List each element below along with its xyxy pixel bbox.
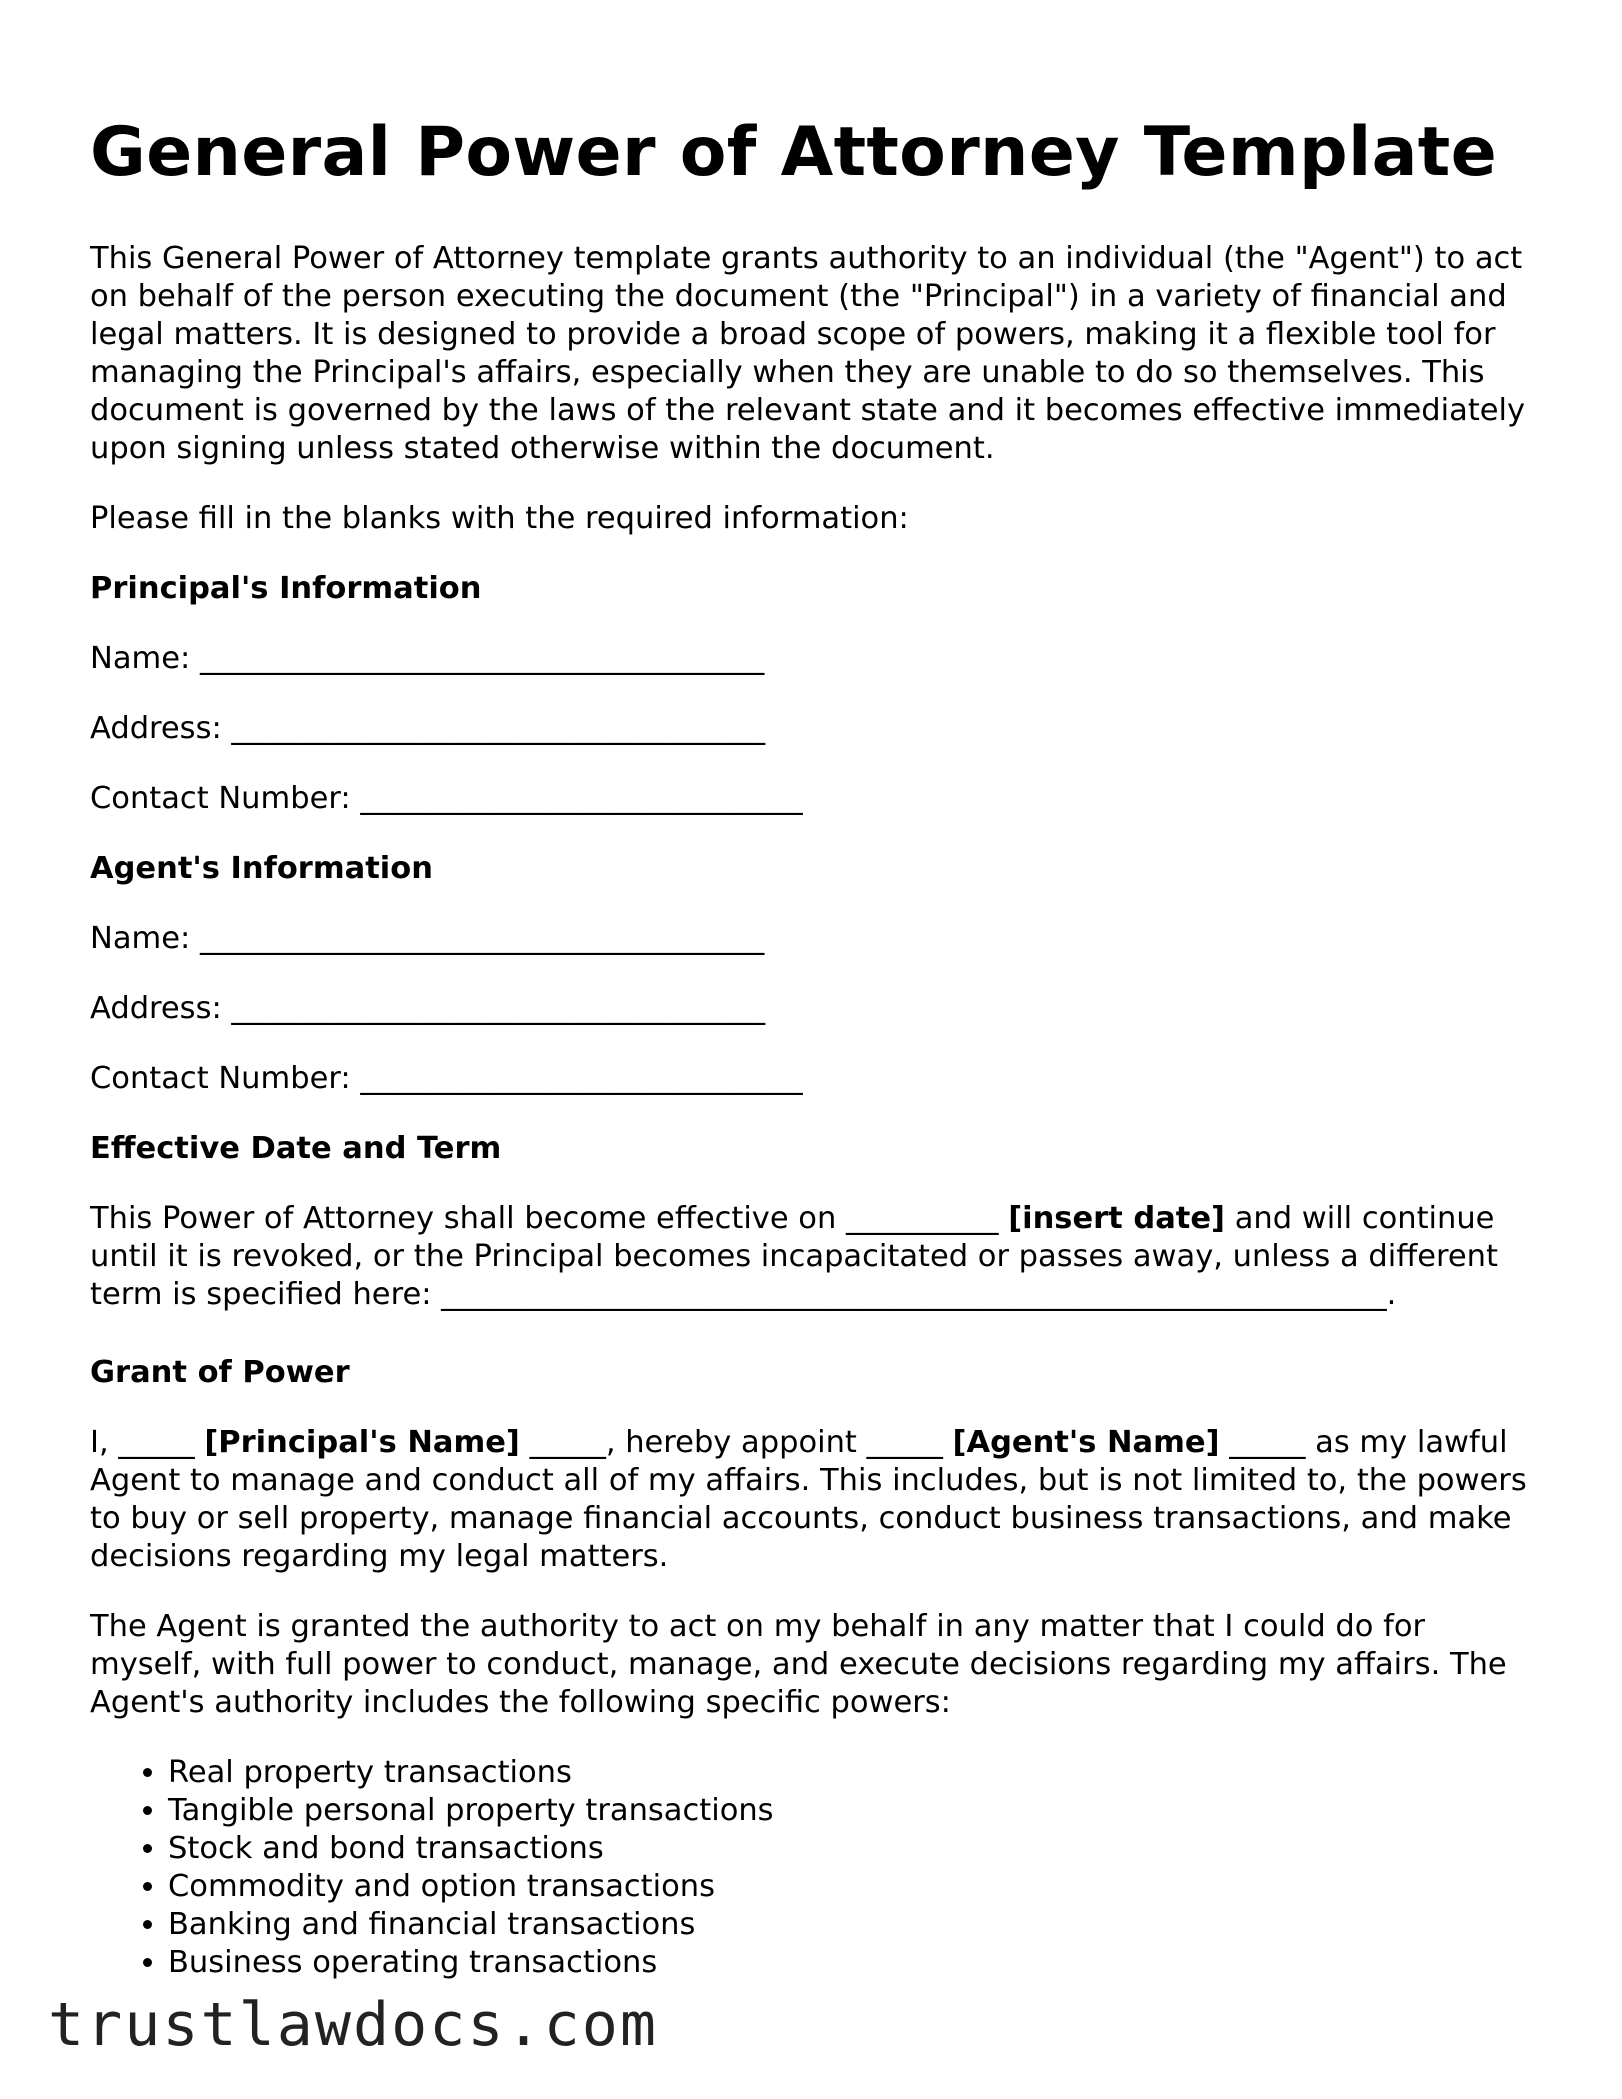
principal-address-field: Address: ___________________________________ (90, 711, 766, 746)
document-title: General Power of Attorney Template (90, 113, 1497, 192)
principal-name-field: Name: _____________________________________ (90, 641, 765, 676)
list-item: • Commodity and option transactions (168, 1868, 1530, 1906)
agent-name-placeholder: [Agent's Name] (952, 1425, 1220, 1460)
fill-instruction: Please fill in the blanks with the required information: (90, 501, 909, 536)
list-item: • Banking and financial transactions (168, 1906, 1530, 1944)
watermark-text: trustlawdocs.com (48, 1990, 658, 2060)
grant-text-c: _____ as my lawful Agent to manage and conduct all of my affairs. This includes, but is not limited to, the powers to buy or sell property, manage financial accounts, conduct business transactions, and make decisions regarding my legal matters. (90, 1425, 1527, 1574)
list-item: • Stock and bond transactions (168, 1830, 1530, 1868)
effective-heading: Effective Date and Term (90, 1131, 502, 1166)
principal-contact-field: Contact Number: _____________________________ (90, 781, 803, 816)
principal-heading: Principal's Information (90, 571, 482, 606)
list-item: • Tangible personal property transactions (168, 1792, 1530, 1830)
list-item: • Business operating transactions (168, 1944, 1530, 1982)
grant-text-a: I, _____ (90, 1425, 205, 1460)
insert-date-placeholder: [insert date] (1008, 1201, 1225, 1236)
effective-text-after: and will continue until it is revoked, or the Principal becomes incapacitated or passes away, unless a different term is specified here: ______________________________________________________________. (90, 1201, 1498, 1312)
agent-name-field: Name: _____________________________________ (90, 921, 765, 956)
document-page (90, 112, 1530, 1982)
agent-address-field: Address: ___________________________________ (90, 991, 766, 1026)
list-item: • Real property transactions (168, 1754, 1530, 1792)
agent-heading: Agent's Information (90, 851, 433, 886)
intro-paragraph: This General Power of Attorney template grants authority to an individual (the "Agent") to act on behalf of the person executing the document (the "Principal") in a variety of financial and legal matters. It is designed to provide a broad scope of powers, making it a flexible tool for managing the Principal's affairs, especially when they are unable to do so themselves. This document is governed by the laws of the relevant state and it becomes effective immediately upon signing unless stated otherwise within the document. (90, 241, 1526, 466)
grant-paragraph-2: The Agent is granted the authority to act on my behalf in any matter that I could do for myself, with full power to conduct, manage, and execute decisions regarding my affairs. The Agent's authority includes the following specific powers: (90, 1609, 1507, 1720)
grant-text-b: _____, hereby appoint _____ (519, 1425, 953, 1460)
grant-paragraph-1 (90, 1424, 1530, 1576)
grant-heading: Grant of Power (90, 1355, 350, 1390)
powers-list (90, 1754, 1530, 1982)
agent-contact-field: Contact Number: _____________________________ (90, 1061, 803, 1096)
principal-name-placeholder: [Principal's Name] (204, 1425, 520, 1460)
effective-paragraph (90, 1200, 1530, 1314)
effective-text-before: This Power of Attorney shall become effective on __________ (90, 1201, 1009, 1236)
